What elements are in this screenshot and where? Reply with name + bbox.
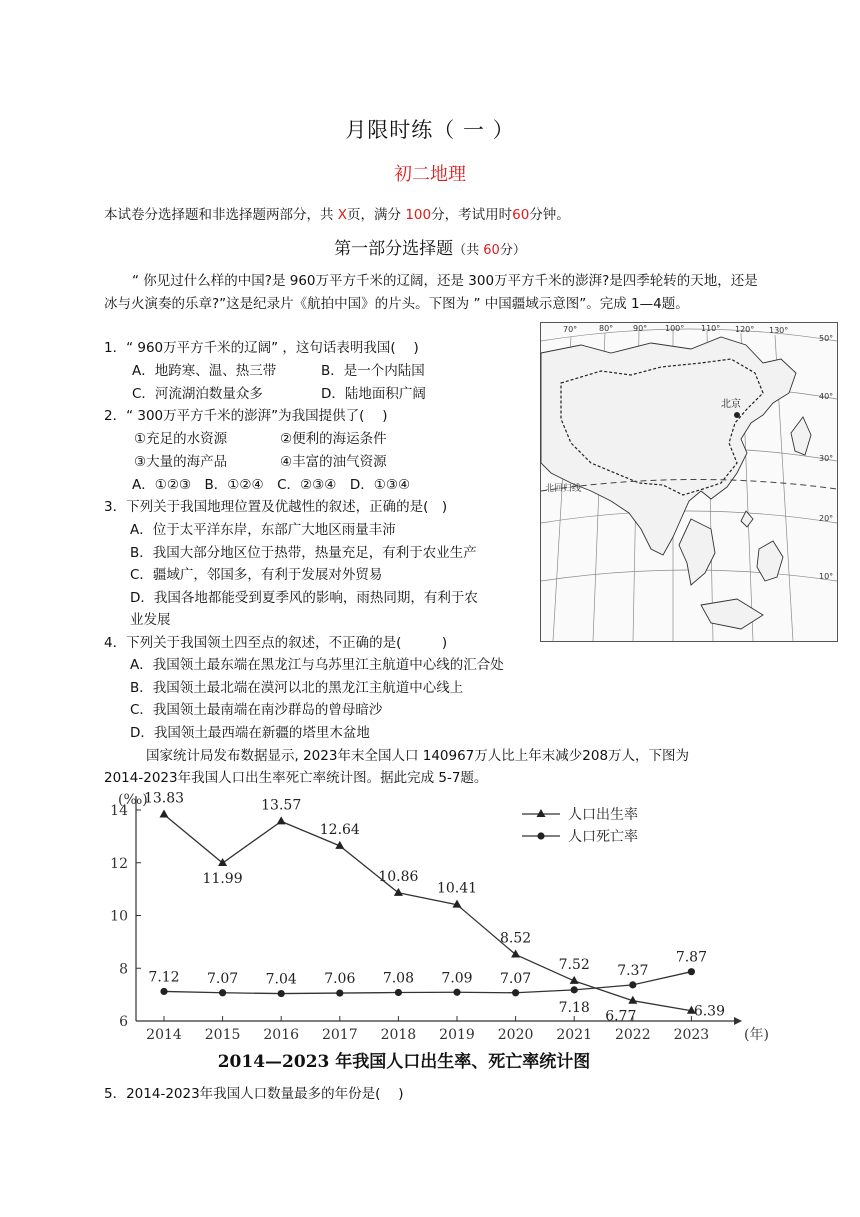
map-svg bbox=[541, 323, 837, 641]
birth-rate-label: 7.52 bbox=[558, 956, 590, 973]
q2-item-1: ①充足的水资源 bbox=[134, 431, 228, 447]
intro-text-2: 页，满分 bbox=[347, 207, 406, 223]
birth-rate-label: 10.41 bbox=[436, 880, 478, 897]
section-score: 60 bbox=[483, 243, 500, 258]
series-line-death-rate bbox=[164, 972, 691, 994]
lat-label: 30° bbox=[819, 454, 834, 463]
death-rate-label: 7.08 bbox=[382, 970, 414, 987]
q3-option-b: B．我国大部分地区位于热带，热量充足，有利于农业生产 bbox=[130, 545, 477, 561]
birth-rate-label: 10.86 bbox=[378, 868, 419, 885]
map-land bbox=[541, 337, 811, 629]
x-tick-label: 2015 bbox=[204, 1027, 241, 1043]
death-rate-label: 7.07 bbox=[207, 970, 239, 987]
lon-label: 120° bbox=[735, 325, 755, 334]
death-rate-point bbox=[571, 986, 578, 993]
q3-option-c: C．疆域广，邻国多，有利于发展对外贸易 bbox=[130, 567, 383, 583]
q3-stem: 3．下列关于我国地理位置及优越性的叙述，正确的是( ) bbox=[104, 499, 448, 515]
intro-text-4: 分钟。 bbox=[529, 207, 570, 223]
death-rate-point bbox=[688, 968, 695, 975]
lon-label: 90° bbox=[633, 324, 648, 333]
section-title: 第一部分选择题 bbox=[334, 239, 454, 259]
q2-item-2: ②便利的海运条件 bbox=[280, 431, 387, 447]
x-tick-label: 2021 bbox=[556, 1027, 593, 1043]
death-rate-point bbox=[512, 989, 519, 996]
q1-option-c: C．河流湖泊数量众多 bbox=[132, 386, 263, 402]
death-rate-label: 7.06 bbox=[324, 971, 356, 988]
y-tick-label: 8 bbox=[119, 961, 128, 978]
lon-label: 110° bbox=[701, 324, 721, 333]
exam-intro bbox=[104, 203, 570, 223]
birth-rate-label: 13.57 bbox=[261, 797, 302, 814]
x-axis-unit: (年) bbox=[744, 1027, 769, 1043]
q2-answer-options: A．①②③ B．①②④ C．②③④ D．①③④ bbox=[132, 477, 411, 493]
q1-option-d: D．陆地面积广阔 bbox=[321, 386, 426, 402]
passage-2-line1: 国家统计局发布数据显示, 2023年末全国人口 140967万人比上年末减少208万人，下图为 bbox=[146, 748, 690, 764]
death-rate-point bbox=[336, 989, 343, 996]
q4-option-c: C．我国领土最南端在南沙群岛的曾母暗沙 bbox=[130, 702, 383, 718]
birth-rate-point bbox=[511, 950, 520, 958]
lon-label: 100° bbox=[665, 324, 685, 333]
death-rate-point bbox=[219, 989, 226, 996]
q3-option-a: A．位于太平洋东岸，东部广大地区雨量丰沛 bbox=[130, 522, 396, 538]
death-rate-label: 7.07 bbox=[500, 970, 532, 987]
legend-label-death: 人口死亡率 bbox=[568, 829, 638, 845]
birth-rate-label: 6.39 bbox=[693, 1003, 725, 1020]
y-tick-label: 6 bbox=[119, 1014, 128, 1030]
x-tick-label: 2022 bbox=[614, 1027, 651, 1043]
chart-title: 2014—2023 年我国人口出生率、死亡率统计图 bbox=[217, 1052, 591, 1072]
x-axis-arrow bbox=[734, 1017, 742, 1025]
death-rate-label: 7.04 bbox=[265, 971, 297, 988]
legend-marker-death bbox=[537, 832, 544, 839]
x-tick-label: 2019 bbox=[439, 1027, 475, 1043]
y-tick-label: 14 bbox=[110, 803, 128, 819]
death-rate-point bbox=[453, 989, 460, 996]
birth-rate-label: 11.99 bbox=[202, 871, 243, 888]
death-rate-point bbox=[629, 981, 636, 988]
lat-label: 20° bbox=[819, 514, 834, 523]
birth-rate-point bbox=[394, 888, 403, 896]
birth-rate-point bbox=[218, 858, 227, 866]
section-score-post: 分） bbox=[499, 243, 526, 258]
passage-2-line2: 2014-2023年我国人口出生率死亡率统计图。据此完成 5-7题。 bbox=[104, 770, 488, 786]
q4-option-b: B．我国领土最北端在漠河以北的黑龙江主航道中心线上 bbox=[130, 680, 464, 696]
birth-rate-label: 12.64 bbox=[319, 821, 360, 838]
death-rate-label: 7.09 bbox=[441, 970, 473, 987]
birth-rate-label: 6.77 bbox=[605, 1008, 637, 1025]
map-lat-labels bbox=[819, 334, 833, 581]
legend-label-birth: 人口出生率 bbox=[568, 807, 638, 823]
lon-label: 70° bbox=[563, 325, 578, 334]
lon-label: 80° bbox=[599, 324, 614, 333]
lat-label: 50° bbox=[819, 334, 834, 343]
x-tick-label: 2023 bbox=[673, 1027, 710, 1043]
chart-svg bbox=[104, 788, 769, 1078]
y-axis-unit: (‰) bbox=[118, 792, 148, 808]
death-rate-label: 7.12 bbox=[148, 969, 180, 986]
q2-item-4: ④丰富的油气资源 bbox=[280, 454, 387, 470]
intro-score: 100 bbox=[405, 207, 432, 223]
x-tick-label: 2014 bbox=[146, 1027, 182, 1043]
q3-option-d-line2: 业发展 bbox=[130, 612, 171, 628]
death-rate-point bbox=[278, 990, 285, 997]
china-territory-map bbox=[540, 322, 838, 642]
y-tick-label: 10 bbox=[110, 908, 128, 925]
q1-option-a: A．地跨寒、温、热三带 bbox=[132, 363, 277, 379]
x-tick-label: 2018 bbox=[380, 1027, 417, 1043]
tropic-label: 北回归线 bbox=[545, 484, 582, 494]
q5-stem: 5．2014-2023年我国人口数量最多的年份是( ) bbox=[104, 1086, 404, 1102]
death-rate-label: 7.87 bbox=[675, 949, 707, 966]
intro-text-3: 分，考试用时 bbox=[431, 207, 513, 223]
birth-rate-label: 8.52 bbox=[500, 930, 532, 947]
page-subtitle: 初二地理 bbox=[394, 164, 466, 185]
death-rate-point bbox=[395, 989, 402, 996]
population-rate-chart bbox=[104, 788, 769, 1078]
death-rate-point bbox=[160, 988, 167, 995]
q4-stem: 4．下列关于我国领土四至点的叙述，不正确的是( ) bbox=[104, 635, 448, 651]
birth-rate-point bbox=[160, 809, 169, 817]
q1-stem: 1．“ 960万平方千米的辽阔” ，这句话表明我国( ) bbox=[104, 340, 419, 356]
q1-option-b: B．是一个内陆国 bbox=[321, 363, 425, 379]
death-rate-label: 7.37 bbox=[617, 962, 649, 979]
lon-label: 130° bbox=[769, 326, 789, 335]
intro-text-1: 本试卷分选择题和非选择题两部分，共 bbox=[104, 207, 338, 223]
q2-stem: 2．“ 300万平方千米的澎湃”为我国提供了( ) bbox=[104, 408, 388, 424]
lat-label: 10° bbox=[819, 572, 834, 581]
birth-rate-label: 13.83 bbox=[143, 790, 185, 807]
page-title: 月限时练（ 一 ） bbox=[345, 118, 515, 142]
passage-1: “ 你见过什么样的中国?是 960万平方千米的辽阔，还是 300万平方千米的澎湃?是四季轮转的天地，还是冰与火演奏的乐章?”这是纪录片《航拍中国》的片头。下图为 ” 中国疆域示意图”。完成 1—4题。 bbox=[104, 273, 758, 312]
x-tick-label: 2020 bbox=[497, 1027, 534, 1043]
lat-label: 40° bbox=[819, 392, 834, 401]
beijing-label: 北京 bbox=[721, 399, 741, 410]
legend-marker-birth bbox=[537, 809, 546, 817]
q2-item-3: ③大量的海产品 bbox=[134, 454, 228, 470]
birth-rate-point bbox=[277, 816, 286, 824]
death-rate-label: 7.18 bbox=[558, 999, 590, 1016]
q4-option-a: A．我国领土最东端在黑龙江与乌苏里江主航道中心线的汇合处 bbox=[130, 657, 504, 673]
x-tick-label: 2016 bbox=[263, 1027, 300, 1043]
section-heading bbox=[0, 234, 860, 259]
intro-minutes: 60 bbox=[512, 207, 530, 223]
beijing-marker bbox=[734, 412, 740, 418]
x-tick-label: 2017 bbox=[321, 1027, 358, 1043]
intro-pages: X bbox=[337, 207, 348, 223]
section-score-pre: （共 bbox=[453, 243, 484, 258]
q4-option-d: D．我国领土最西端在新疆的塔里木盆地 bbox=[130, 725, 370, 741]
q3-option-d-line1: D．我国各地都能受到夏季风的影响，雨热同期，有利于农 bbox=[130, 590, 478, 606]
y-tick-label: 12 bbox=[110, 855, 128, 872]
